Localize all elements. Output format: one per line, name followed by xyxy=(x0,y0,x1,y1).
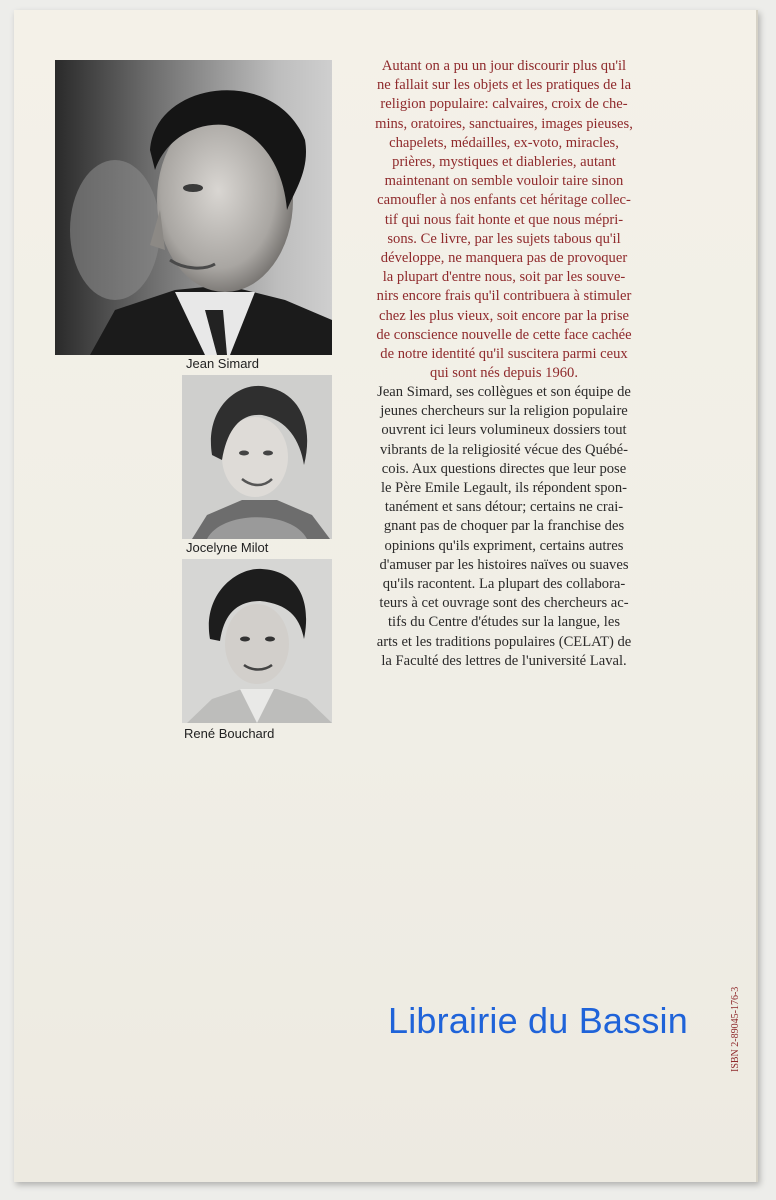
text-line: tif qui nous fait honte et que nous mépri- xyxy=(384,211,624,228)
text-line: de notre identité qu'il suscitera parmi ceux xyxy=(380,346,628,363)
watermark-text: Librairie du Bassin xyxy=(388,1000,688,1041)
isbn-number: ISBN 2-89045-176-3 xyxy=(730,986,741,1072)
text-line: d'amuser par les histoires naïves ou suaves xyxy=(379,556,629,573)
text-line: arts et les traditions populaires (CELAT) de xyxy=(376,633,632,650)
text-line: tanément et sans détour; certains ne crai- xyxy=(384,499,624,516)
text-line: le Père Emile Legault, ils répondent spon- xyxy=(381,480,627,497)
text-line: ne fallait sur les objets et les pratiques de la xyxy=(376,77,632,94)
photo-jean-simard xyxy=(55,60,332,355)
paragraph-intro xyxy=(354,57,654,383)
text-line: opinions qu'ils expriment, certains autres xyxy=(384,537,624,554)
text-line: gnant pas de choquer par la franchise des xyxy=(383,518,625,535)
text-line: la plupart d'entre nous, soit par les souve- xyxy=(382,269,626,286)
photo-jocelyne-milot xyxy=(182,375,332,539)
photo-rene-bouchard xyxy=(182,559,332,723)
text-line: Autant on a pu un jour discourir plus qu'il xyxy=(381,58,627,74)
text-line: camoufler à nos enfants cet héritage collec- xyxy=(377,192,631,209)
text-line: tifs du Centre d'études sur la langue, les xyxy=(387,614,621,631)
text-line: la Faculté des lettres de l'université Laval. xyxy=(381,652,627,669)
text-line: qu'ils racontent. La plupart des collabora- xyxy=(382,576,626,593)
text-line: cois. Aux questions directes que leur pose xyxy=(381,460,627,477)
text-line: sons. Ce livre, par les sujets tabous qu'il xyxy=(387,230,621,247)
text-line: de conscience nouvelle de cette face cachée xyxy=(376,326,632,343)
caption-jocelyne-milot: Jocelyne Milot xyxy=(186,540,269,555)
text-line: chez les plus vieux, soit encore par la prise xyxy=(378,307,630,324)
text-line: prières, mystiques et diableries, autant xyxy=(392,154,616,171)
text-line: jeunes chercheurs sur la religion populaire xyxy=(380,403,628,420)
text-line: développe, ne manquera pas de provoquer xyxy=(380,250,628,267)
caption-jean-simard: Jean Simard xyxy=(186,356,259,371)
text-line: mins, oratoires, sanctuaires, images pieuses, xyxy=(375,115,633,132)
text-line: religion populaire: calvaires, croix de che- xyxy=(380,96,628,113)
paragraph-authors xyxy=(354,383,654,671)
text-line: ouvrent ici leurs volumineux dossiers tout xyxy=(381,422,627,439)
text-line: nirs encore frais qu'il contribuera à stimuler xyxy=(376,288,632,305)
text-line: vibrants de la religiosité vécue des Québé- xyxy=(379,441,628,458)
text-line: Jean Simard, ses collègues et son équipe de xyxy=(377,384,631,400)
caption-rene-bouchard: René Bouchard xyxy=(184,726,275,741)
text-line: teurs à cet ouvrage sont des chercheurs ac- xyxy=(379,595,629,612)
text-line: qui sont nés depuis 1960. xyxy=(430,365,578,382)
text-line: maintenant on semble vouloir taire sinon xyxy=(384,173,624,190)
text-line: chapelets, médailles, ex-voto, miracles, xyxy=(389,134,619,151)
